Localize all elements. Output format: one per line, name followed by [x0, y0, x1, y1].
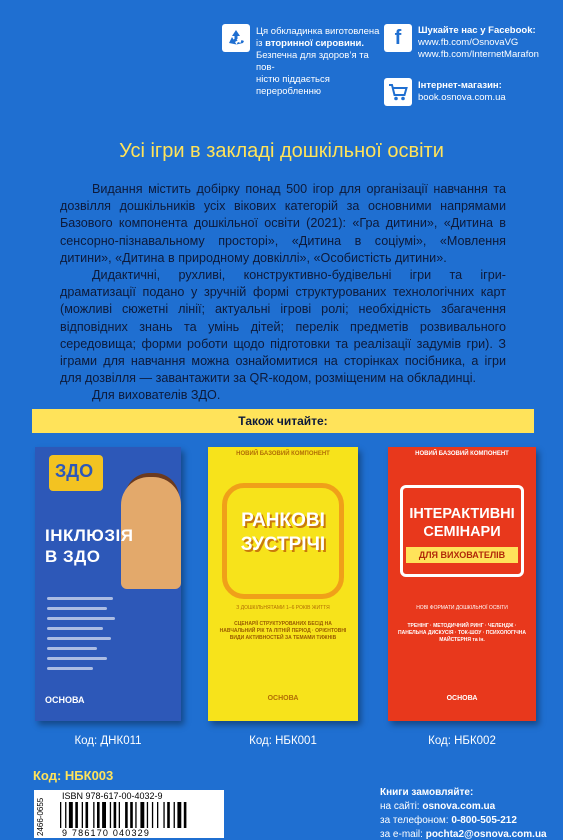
publisher-logo: ОСНОВА — [45, 695, 85, 705]
facebook-icon[interactable]: f — [384, 24, 412, 52]
zdo-logo-text: ЗДО — [55, 461, 94, 481]
shop-link[interactable]: book.osnova.com.ua — [418, 92, 506, 103]
isbn-text: ISBN 978-617-00-4032-9 — [62, 791, 163, 801]
order-phone[interactable]: 0-800-505-212 — [451, 815, 517, 826]
book-contents-list — [47, 597, 117, 677]
recycle-note: Ця обкладинка виготовлена із вторинної сировини. Безпечна для здоров’я та пов- ністю піддається переробленню — [256, 26, 380, 97]
book-series: НОВИЙ БАЗОВИЙ КОМПОНЕНТ — [415, 451, 509, 457]
book-title: РАНКОВІ ЗУСТРІЧІ — [240, 510, 326, 555]
description-paragraph: Дидактичні, рухливі, конструктивно-будівельні ігри та ігри-драматизації подано у зручній формі структурованих технологічних карт (можливі сюжетні лінії; актуальні ігрові ролі; необхідність збагачення відповідних знань та умінь дітей; перелік предметів розвивального середовища; форми роботи щодо підготовки та реалізації задумів гри). З іграми для навчання можна ознайомитися на сторінках посібника, а ігри для дозвілля — завантажити за QR-кодом, розміщеним на обкладинці. — [60, 268, 506, 386]
book-title: ІНКЛЮЗІЯ В ЗДО — [45, 526, 134, 566]
book-code: Код: ДНК011 — [74, 735, 142, 747]
book-subtitle: НОВІ ФОРМАТИ ДОШКІЛЬНОЇ ОСВІТИ — [416, 605, 508, 611]
book-cover-interactive-seminars[interactable] — [388, 447, 536, 721]
order-info: Книги замовляйте: на сайті: osnova.com.ua за телефоном: 0-800-505-212 за e-mail: pochta2@osnova.com.ua — [380, 787, 547, 840]
page-title: Усі ігри в закладі дошкільної освіти — [119, 140, 444, 162]
book-cover-morning-meetings[interactable] — [208, 447, 358, 721]
book-title: ІНТЕРАКТИВНІ СЕМІНАРИ — [409, 506, 515, 540]
book-description: СЦЕНАРІЇ СТРУКТУРОВАНИХ БЕСІД НА НАВЧАЛЬНИЙ РІК ТА ЛІТНІЙ ПЕРІОД · ОРІЄНТОВНІ ВИДИ АКТИВНОСТЕЙ ЗА ТЕМАМИ ТИЖНІВ — [219, 621, 347, 641]
book-series: НОВИЙ БАЗОВИЙ КОМПОНЕНТ — [236, 451, 330, 457]
facebook-link-marafon[interactable]: www.fb.com/InternetMarafon — [418, 49, 539, 60]
book-subtitle: З ДОШКІЛЬНЯТАМИ 1–6 РОКІВ ЖИТТЯ — [236, 605, 330, 611]
description-paragraph: Для вихователів ЗДО. — [92, 388, 221, 403]
barcode-digits: 9 786170 040329 — [62, 828, 151, 838]
also-read-banner: Також читайте: — [32, 409, 534, 433]
facebook-links: Шукайте нас у Facebook: www.fb.com/OsnovaVG www.fb.com/InternetMarafon — [418, 25, 558, 61]
order-email[interactable]: pochta2@osnova.com.ua — [425, 829, 547, 840]
book-cover-inclusion[interactable] — [35, 447, 181, 721]
issn-vertical: 2466-0655 — [36, 797, 45, 836]
description-paragraph: Видання містить добірку понад 500 ігор для організації навчання та дозвілля дошкільників усіх вікових категорій за основними напрямами Базового компонента дошкільної освіти (2021): «Гра дитини», «Дитина в сенсорно-пізнавальному просторі», «Дитина в соціумі», «Мовлення дитини», «Дитина в природному довкіллі», «Особистість дитини». — [60, 182, 506, 265]
shop-info: Інтернет-магазин: book.osnova.com.ua — [418, 80, 558, 104]
publisher-logo: ОСНОВА — [267, 695, 299, 702]
order-site-link[interactable]: osnova.com.ua — [422, 801, 496, 812]
barcode-bars — [60, 802, 220, 828]
book-audience-band: ДЛЯ ВИХОВАТЕЛІВ — [406, 547, 518, 563]
description — [60, 181, 506, 405]
facebook-link-osnova[interactable]: www.fb.com/OsnovaVG — [418, 37, 519, 48]
recycle-icon — [222, 24, 250, 52]
shopping-cart-icon[interactable] — [384, 78, 412, 106]
barcode — [34, 790, 224, 838]
book-code: Код: НБК002 — [428, 735, 496, 747]
book-code: Код: НБК001 — [249, 735, 317, 747]
product-code: Код: НБК003 — [33, 768, 114, 783]
book-description: ТРЕНІНГ · МЕТОДИЧНИЙ РИНГ · ЧЕЛЕНДЖ · ПАНЕЛЬНА ДИСКУСІЯ · ТОК-ШОУ · ПСИХОЛОГІЧНА МАЙСТЕРНЯ та ін. — [398, 623, 526, 643]
publisher-logo: ОСНОВА — [446, 695, 478, 702]
